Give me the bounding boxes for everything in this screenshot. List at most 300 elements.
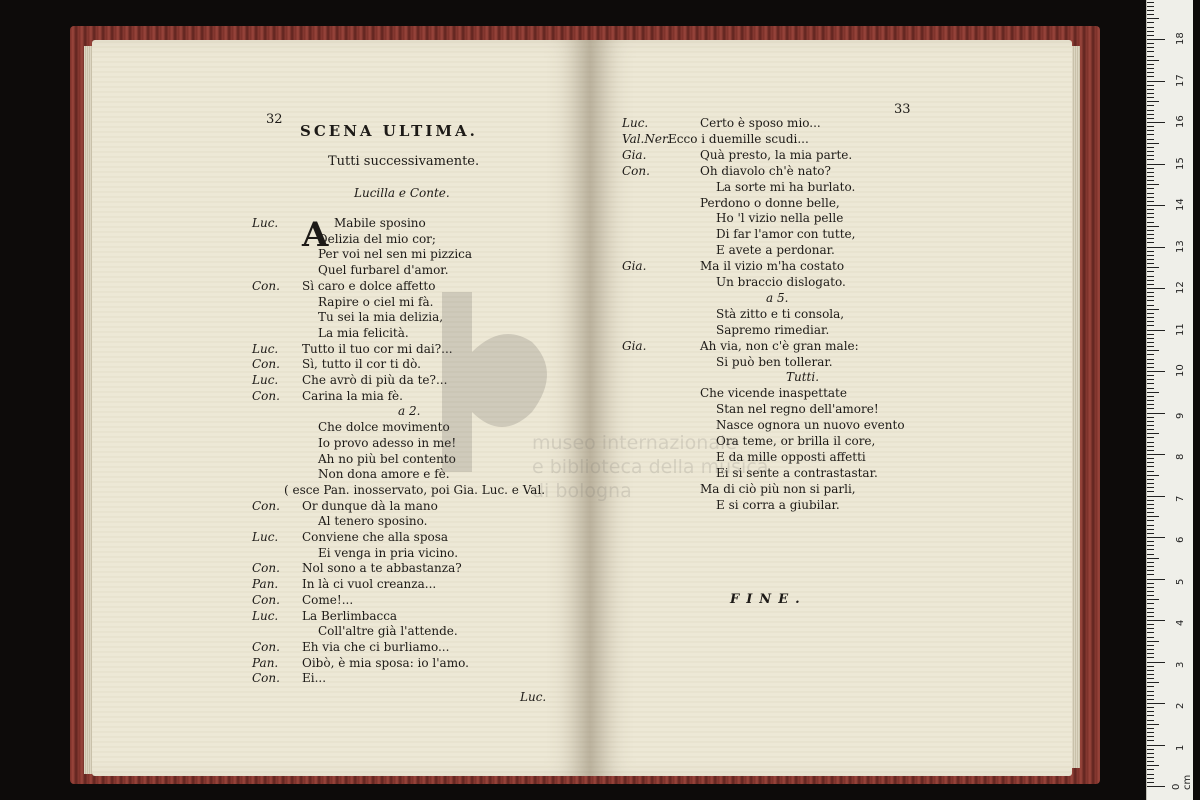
ruler-tick (1147, 425, 1154, 426)
ruler-tick (1147, 703, 1165, 704)
dialogue-line (252, 609, 580, 625)
ruler-number: 16 (1175, 115, 1186, 128)
ruler-tick (1147, 342, 1154, 343)
ruler-number: 12 (1175, 281, 1186, 294)
ruler-tick (1147, 31, 1154, 32)
ruler-tick (1147, 226, 1159, 227)
verse-text: Non dona amore e fè. (318, 467, 450, 482)
ruler-tick (1147, 85, 1154, 86)
ruler-tick (1147, 6, 1154, 7)
verse-text: Or dunque dà la mano (302, 498, 438, 513)
ruler-tick (1147, 558, 1159, 559)
ruler-tick (1147, 188, 1154, 189)
ruler-tick (1147, 786, 1165, 787)
ruler-tick (1147, 691, 1154, 692)
dialogue-line (252, 624, 580, 640)
ruler-tick (1147, 545, 1154, 546)
verse-text: Tutti. (786, 370, 820, 385)
dialogue-line (252, 247, 580, 263)
scene-cast: Lucilla e Conte. (354, 186, 450, 200)
speaker-label: Con. (252, 388, 280, 403)
ruler-tick (1147, 471, 1154, 472)
ruler-tick (1147, 496, 1165, 497)
ruler-tick (1147, 205, 1165, 206)
ruler-tick (1147, 242, 1154, 243)
ruler-number: 17 (1175, 73, 1186, 87)
ruler-tick (1147, 359, 1154, 360)
verse-text: Tu sei la mia delizia, (318, 310, 444, 325)
dialogue-line (252, 656, 580, 672)
ruler-tick (1147, 159, 1154, 160)
verse-text: La Berlimbacca (302, 608, 398, 623)
speaker-label: Luc. (252, 373, 279, 387)
ruler-tick (1147, 392, 1159, 393)
ruler-tick (1147, 230, 1154, 231)
ruler-tick (1147, 682, 1159, 683)
speaker-label: Luc. (622, 116, 649, 130)
ruler-tick (1147, 761, 1154, 762)
speaker-label: Luc. (252, 216, 279, 230)
speaker-label: Con. (252, 592, 280, 607)
dialogue-line (622, 211, 1062, 227)
ruler-number: 14 (1175, 198, 1186, 211)
ruler-tick (1147, 533, 1154, 534)
watermark-line-2: e biblioteca della musica (532, 456, 769, 478)
speaker-label: Luc. (252, 608, 279, 623)
verse-text: Ah no più bel contento (318, 451, 456, 466)
speaker-label: Gia. (622, 259, 647, 274)
dialogue-line (252, 577, 580, 593)
ruler-tick (1147, 616, 1154, 617)
ruler-tick (1147, 222, 1154, 223)
verse-text: Per voi nel sen mi pizzica (318, 247, 473, 262)
dialogue-line (622, 196, 1062, 212)
ruler-tick (1147, 570, 1154, 571)
ruler-tick (1147, 89, 1154, 90)
ruler-tick (1147, 147, 1154, 148)
ruler-tick (1147, 193, 1154, 194)
ruler-tick (1147, 641, 1159, 642)
ruler-tick (1147, 782, 1154, 783)
verse-text: Io provo adesso in me! (318, 435, 457, 450)
dialogue-line (622, 148, 1062, 164)
ruler-tick (1147, 637, 1154, 638)
ruler-tick (1147, 769, 1154, 770)
ruler-tick (1147, 176, 1154, 177)
ruler-tick (1147, 479, 1154, 480)
verse-text: La mia felicità. (318, 325, 409, 340)
ruler-tick (1147, 267, 1159, 268)
verse-text: Tutto il tuo cor mi dai?... (302, 341, 453, 356)
verse-text: E da mille opposti affetti (716, 449, 866, 464)
ruler-tick (1147, 271, 1154, 272)
speaker-label: Con. (252, 639, 280, 654)
ruler-tick (1147, 259, 1154, 260)
ruler-tick (1147, 255, 1154, 256)
ruler-number: 11 (1175, 322, 1186, 336)
ruler-tick (1147, 371, 1165, 372)
ruler-tick (1147, 300, 1154, 301)
ruler-tick (1147, 383, 1154, 384)
ruler-tick (1147, 413, 1165, 414)
ruler-tick (1147, 591, 1154, 592)
ruler-tick (1147, 105, 1154, 106)
verse-text: Al tenero sposino. (318, 514, 428, 529)
ruler-tick (1147, 711, 1154, 712)
speaker-label: Luc. (252, 530, 279, 544)
verse-text: Mabile sposino (334, 216, 426, 230)
ruler-tick (1147, 309, 1159, 310)
ruler-tick (1147, 466, 1154, 467)
ruler-tick (1147, 525, 1154, 526)
verse-text: Coll'altre già l'attende. (318, 624, 458, 639)
ruler-number: 13 (1175, 239, 1186, 253)
drop-cap: A (302, 215, 329, 255)
speaker-label: Con. (622, 163, 650, 178)
speaker-label: Val.Ner. (622, 131, 671, 146)
ruler-tick (1147, 134, 1154, 135)
ruler-tick (1147, 645, 1154, 646)
ruler-number: 8 (1175, 453, 1186, 460)
ruler-tick (1147, 620, 1165, 621)
ruler-tick (1147, 338, 1154, 339)
ruler-tick (1147, 520, 1154, 521)
ruler-tick (1147, 400, 1154, 401)
dialogue-line (252, 232, 580, 248)
ruler-tick (1147, 632, 1154, 633)
ruler-tick (1147, 516, 1159, 517)
ruler-tick (1147, 168, 1154, 169)
verse-text: Eh via che ci burliamo... (302, 639, 450, 654)
ruler-tick (1147, 736, 1154, 737)
ruler-tick (1147, 608, 1154, 609)
ruler-tick (1147, 27, 1154, 28)
ruler-tick (1147, 587, 1154, 588)
ruler-tick (1147, 724, 1159, 725)
ruler-tick (1147, 549, 1154, 550)
ruler-tick (1147, 60, 1159, 61)
ruler-tick (1147, 612, 1154, 613)
ruler-tick (1147, 529, 1154, 530)
ruler-tick (1147, 491, 1154, 492)
ruler-tick (1147, 512, 1154, 513)
ruler-tick (1147, 695, 1154, 696)
verse-text: Nasce ognora un nuovo evento (716, 418, 905, 433)
ruler-number: 15 (1175, 156, 1186, 170)
ruler-tick (1147, 670, 1154, 671)
verse-text: Sì caro e dolce affetto (302, 278, 436, 293)
ruler-tick (1147, 247, 1165, 248)
ruler-tick (1147, 126, 1154, 127)
ruler-tick (1147, 64, 1154, 65)
dialogue-line (622, 164, 1062, 180)
ruler-tick (1147, 574, 1154, 575)
ruler-tick (1147, 93, 1154, 94)
verse-text: Ma il vizio m'ha costato (700, 259, 845, 274)
ruler-tick (1147, 110, 1154, 111)
ruler-tick (1147, 628, 1154, 629)
ruler-tick (1147, 774, 1154, 775)
dialogue-line (252, 546, 580, 562)
ruler-tick (1147, 330, 1165, 331)
ruler-tick (1147, 118, 1154, 119)
ruler-tick (1147, 446, 1154, 447)
ruler-tick (1147, 284, 1154, 285)
ruler-tick (1147, 450, 1154, 451)
ruler-tick (1147, 554, 1154, 555)
ruler-tick (1147, 462, 1154, 463)
ruler-tick (1147, 296, 1154, 297)
verse-text: Delizia del mio cor; (318, 231, 436, 246)
watermark-line-1: museo internazionale (532, 432, 737, 454)
ruler-tick (1147, 234, 1154, 235)
ruler-tick (1147, 354, 1154, 355)
ruler-tick (1147, 22, 1154, 23)
ruler-tick (1147, 39, 1165, 40)
ruler-tick (1147, 433, 1159, 434)
ruler-tick (1147, 263, 1154, 264)
ruler-number: 10 (1175, 364, 1186, 377)
page-edges-left (84, 46, 92, 774)
dialogue-line (622, 116, 1062, 132)
verse-text: Stan nel regno dell'amore! (716, 402, 879, 417)
ruler-tick (1147, 209, 1154, 210)
dialogue-line (622, 132, 1062, 148)
ruler-tick (1147, 624, 1154, 625)
ruler-tick (1147, 367, 1154, 368)
ruler-tick (1147, 10, 1154, 11)
ruler-tick (1147, 172, 1154, 173)
ruler-tick (1147, 732, 1154, 733)
speaker-label: Pan. (252, 577, 279, 592)
verse-text: Ora teme, or brilla il core, (716, 434, 876, 448)
ruler-tick (1147, 504, 1154, 505)
ruler-tick (1147, 313, 1154, 314)
verse-text: Sì, tutto il cor ti dò. (302, 357, 421, 372)
dialogue-line (622, 259, 1062, 275)
speaker-label: Con. (252, 357, 280, 372)
dialogue-line (252, 561, 580, 577)
ruler-tick (1147, 566, 1154, 567)
ruler-tick (1147, 288, 1165, 289)
ruler-tick (1147, 657, 1154, 658)
ruler-tick (1147, 454, 1165, 455)
ruler-tick (1147, 662, 1165, 663)
ruler-tick (1147, 595, 1154, 596)
ruler-tick (1147, 139, 1154, 140)
verse-text: Ecco i duemille scudi... (668, 131, 809, 146)
speaker-label: Con. (252, 671, 280, 686)
ruler-tick (1147, 213, 1154, 214)
verse-text: Conviene che alla sposa (302, 530, 449, 544)
ruler-tick (1147, 483, 1154, 484)
ruler-tick (1147, 276, 1154, 277)
scene-heading: SCENA ULTIMA. (300, 122, 478, 140)
page-number-left: 32 (266, 112, 283, 127)
verse-text: Perdono o donne belle, (700, 195, 840, 210)
dialogue-line (252, 263, 580, 279)
verse-text: Ah via, non c'è gran male: (700, 338, 859, 353)
ruler-tick (1147, 76, 1154, 77)
verse-text: Di far l'amor con tutte, (716, 227, 856, 242)
verse-text: Quel furbarel d'amor. (318, 263, 449, 278)
ruler-tick (1147, 292, 1154, 293)
ruler-tick (1147, 583, 1154, 584)
ruler-tick (1147, 475, 1159, 476)
ruler-number: 3 (1175, 661, 1186, 668)
verse-text: Rapire o ciel mi fà. (318, 294, 434, 309)
ruler-tick (1147, 699, 1154, 700)
verse-text: E avete a perdonar. (716, 243, 835, 258)
verse-text: Ei... (302, 671, 327, 686)
dialogue-line (622, 243, 1062, 259)
ruler-tick (1147, 500, 1154, 501)
ruler-tick (1147, 321, 1154, 322)
ruler-tick (1147, 334, 1154, 335)
page-number-right: 33 (894, 102, 911, 117)
ruler-tick (1147, 81, 1165, 82)
verse-text: Che vicende inaspettate (700, 386, 847, 401)
ruler-number: 7 (1175, 495, 1186, 502)
ruler-tick (1147, 653, 1154, 654)
speaker-label: Con. (252, 498, 280, 513)
ruler-tick (1147, 579, 1165, 580)
ruler-tick (1147, 217, 1154, 218)
ruler-number: 18 (1175, 32, 1186, 45)
ruler-tick (1147, 317, 1154, 318)
ruler-tick (1147, 562, 1154, 563)
ruler-tick (1147, 707, 1154, 708)
ruler-tick (1147, 408, 1154, 409)
ruler-tick (1147, 442, 1154, 443)
ruler-tick (1147, 757, 1154, 758)
ruler-tick (1147, 114, 1154, 115)
verse-text: Che avrò di più da te?... (302, 373, 448, 387)
ruler-tick (1147, 180, 1154, 181)
ruler-unit-label: 0 cm (1171, 774, 1193, 790)
ruler-tick (1147, 417, 1154, 418)
verse-text: a 5. (766, 290, 789, 305)
verse-text: a 2. (398, 404, 421, 419)
dialogue-line (252, 593, 580, 609)
dialogue-line (252, 530, 580, 546)
ruler-number: 1 (1175, 744, 1186, 751)
dialogue-line (252, 640, 580, 656)
ruler-tick (1147, 97, 1154, 98)
ruler-tick (1147, 350, 1159, 351)
ruler-number: 9 (1175, 412, 1186, 419)
speaker-label: Con. (252, 561, 280, 576)
dialogue-line (622, 180, 1062, 196)
ruler-tick (1147, 778, 1154, 779)
ruler-tick (1147, 155, 1154, 156)
ruler-tick (1147, 14, 1154, 15)
ruler-tick (1147, 421, 1154, 422)
ruler-tick (1147, 101, 1159, 102)
museum-watermark (432, 282, 802, 522)
verse-text: Certo è sposo mio... (700, 116, 821, 130)
verse-text: Oh diavolo ch'è nato? (700, 163, 831, 178)
ruler-tick (1147, 749, 1154, 750)
speaker-label: Con. (252, 278, 280, 293)
verse-text: Carina la mia fè. (302, 388, 403, 403)
verse-text: Ma di ciò più non si parli, (700, 481, 856, 496)
verse-text: Ei si sente a contrastastar. (716, 465, 878, 480)
ruler-tick (1147, 18, 1159, 19)
ruler-tick (1147, 238, 1154, 239)
verse-text: Un braccio dislogato. (716, 275, 846, 289)
ruler-tick (1147, 537, 1165, 538)
ruler-tick (1147, 649, 1154, 650)
ruler-tick (1147, 765, 1159, 766)
verse-text: In là ci vuol creanza... (302, 577, 437, 592)
ruler-number: 6 (1175, 536, 1186, 543)
ruler-tick (1147, 753, 1154, 754)
verse-text: Come!... (302, 592, 354, 607)
ruler-tick (1147, 674, 1154, 675)
ruler-tick (1147, 122, 1165, 123)
measuring-ruler (1146, 0, 1193, 800)
ruler-number: 4 (1175, 619, 1186, 626)
ruler-tick (1147, 603, 1154, 604)
dialogue-line (622, 227, 1062, 243)
speaker-label: Luc. (252, 341, 279, 356)
ruler-tick (1147, 599, 1159, 600)
verse-text: Si può ben tollerar. (716, 354, 833, 369)
dialogue-line (252, 671, 580, 687)
end-text: FINE. (730, 592, 807, 607)
ruler-tick (1147, 56, 1154, 57)
speaker-label: Gia. (622, 147, 647, 162)
ruler-tick (1147, 429, 1154, 430)
verse-text: ( esce Pan. inosservato, poi Gia. Luc. e Val. (284, 482, 546, 497)
ruler-tick (1147, 388, 1154, 389)
ruler-tick (1147, 363, 1154, 364)
verse-text: Oibò, è mia sposa: io l'amo. (302, 655, 469, 670)
ruler-tick (1147, 379, 1154, 380)
ruler-tick (1147, 396, 1154, 397)
ruler-tick (1147, 745, 1165, 746)
verse-text: Stà zitto e ti consola, (716, 306, 845, 321)
verse-text: Quà presto, la mia parte. (700, 147, 853, 162)
speaker-label: Gia. (622, 338, 647, 353)
verse-text: E si corra a giubilar. (716, 497, 840, 512)
ruler-tick (1147, 251, 1154, 252)
ruler-tick (1147, 720, 1154, 721)
ruler-tick (1147, 197, 1154, 198)
dialogue-line (252, 216, 580, 232)
ruler-tick (1147, 375, 1154, 376)
ruler-tick (1147, 201, 1154, 202)
ruler-tick (1147, 47, 1154, 48)
verse-text: Ei venga in pria vicino. (318, 545, 459, 560)
ruler-tick (1147, 686, 1154, 687)
ruler-tick (1147, 678, 1154, 679)
verse-text: Nol sono a te abbastanza? (302, 561, 462, 576)
ruler-tick (1147, 458, 1154, 459)
catchword: Luc. (520, 690, 547, 704)
ruler-tick (1147, 72, 1154, 73)
ruler-tick (1147, 487, 1154, 488)
ruler-tick (1147, 280, 1154, 281)
ruler-tick (1147, 184, 1159, 185)
ruler-tick (1147, 305, 1154, 306)
ruler-tick (1147, 346, 1154, 347)
verse-text: La sorte mi ha burlato. (716, 179, 856, 194)
scene-subheading: Tutti successivamente. (328, 154, 480, 169)
verse-text: Sapremo rimediar. (716, 322, 830, 337)
ruler-tick (1147, 325, 1154, 326)
